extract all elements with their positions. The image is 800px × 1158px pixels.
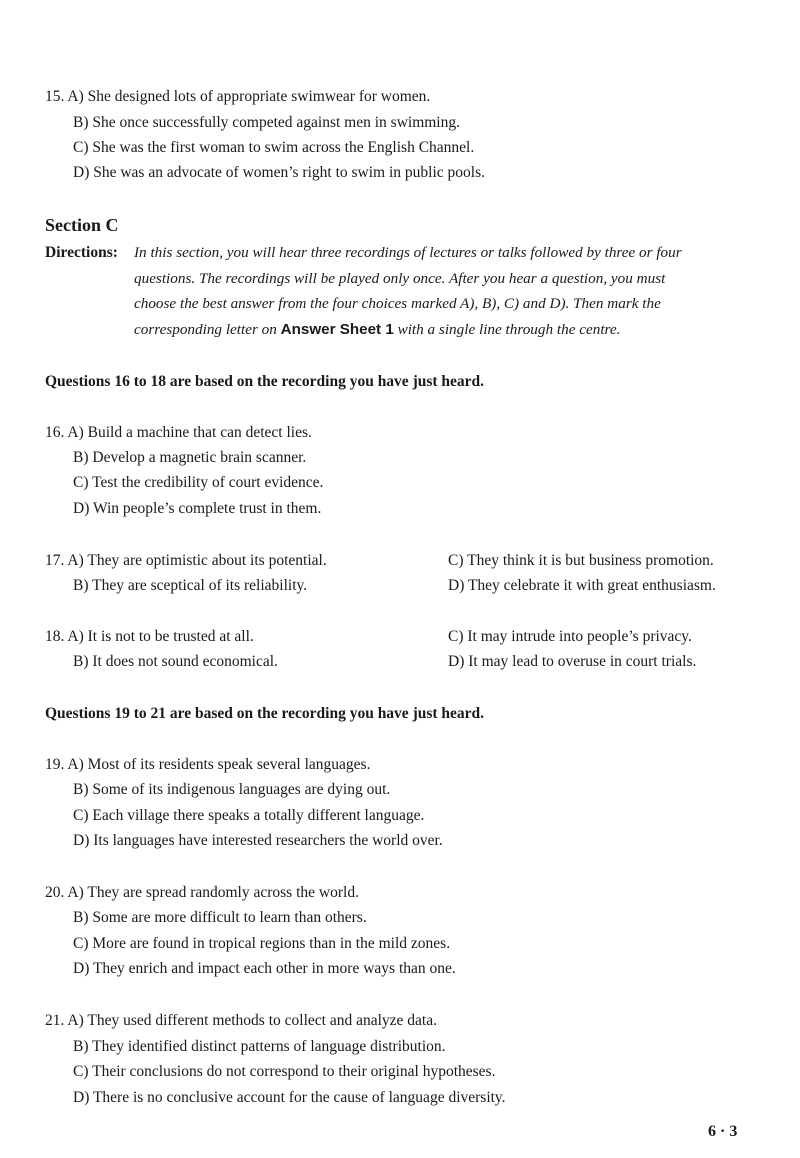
section-c-title: Section C <box>45 215 119 235</box>
question-19-option-a <box>45 755 370 775</box>
question-17-option-a <box>45 551 327 571</box>
page-number: 6 · 3 <box>708 1123 738 1140</box>
question-15-option-b: B) She once successfully competed against men in swimming. <box>73 114 460 131</box>
option-text: A) It is not to be trusted at all. <box>67 628 254 645</box>
option-text: A) They used different methods to collect and analyze data. <box>67 1012 437 1029</box>
directions-label: Directions: <box>45 244 118 261</box>
answer-sheet-label: Answer Sheet 1 <box>280 321 394 338</box>
question-17-option-c: C) They think it is but business promotion. <box>448 552 714 569</box>
question-17-option-d: D) They celebrate it with great enthusiasm. <box>448 577 716 594</box>
question-21-option-c: C) Their conclusions do not correspond to their original hypotheses. <box>73 1063 496 1080</box>
question-19-option-b: B) Some of its indigenous languages are dying out. <box>73 781 391 798</box>
option-text: A) She designed lots of appropriate swimwear for women. <box>67 88 431 105</box>
question-19-option-c: C) Each village there speaks a totally different language. <box>73 807 425 824</box>
directions-line-2: questions. The recordings will be played only once. After you hear a question, you must <box>134 270 666 287</box>
question-15-option-a <box>45 87 430 107</box>
option-text: A) They are optimistic about its potential. <box>67 552 327 569</box>
question-18-option-b: B) It does not sound economical. <box>73 653 278 670</box>
question-16-option-b: B) Develop a magnetic brain scanner. <box>73 449 307 466</box>
question-21-option-b: B) They identified distinct patterns of language distribution. <box>73 1038 446 1055</box>
question-number: 18. <box>45 628 65 645</box>
option-text: A) Build a machine that can detect lies. <box>67 424 312 441</box>
question-20-option-a <box>45 883 359 903</box>
question-18-option-d: D) It may lead to overuse in court trials. <box>448 653 697 670</box>
question-20-option-d: D) They enrich and impact each other in more ways than one. <box>73 960 456 977</box>
question-15-option-d: D) She was an advocate of women’s right to swim in public pools. <box>73 164 485 181</box>
directions-line-1: In this section, you will hear three recordings of lectures or talks followed by three or four <box>134 244 682 261</box>
question-number: 17. <box>45 552 65 569</box>
question-15-option-c: C) She was the first woman to swim across the English Channel. <box>73 139 475 156</box>
question-16-option-d: D) Win people’s complete trust in them. <box>73 500 322 517</box>
question-21-option-d: D) There is no conclusive account for the cause of language diversity. <box>73 1089 506 1106</box>
question-number: 15. <box>45 88 65 105</box>
question-16-option-a <box>45 423 312 443</box>
directions-line-3: choose the best answer from the four choices marked A), B), C) and D). Then mark the <box>134 295 661 312</box>
question-number: 21. <box>45 1012 65 1029</box>
questions-16-18-heading: Questions 16 to 18 are based on the recording you have just heard. <box>45 373 485 390</box>
directions-text: with a single line through the centre. <box>393 321 621 338</box>
question-number: 19. <box>45 756 65 773</box>
question-18-option-a <box>45 627 254 647</box>
question-17-option-b: B) They are sceptical of its reliability. <box>73 577 308 594</box>
question-18-option-c: C) It may intrude into people’s privacy. <box>448 628 692 645</box>
question-19-option-d: D) Its languages have interested researchers the world over. <box>73 832 443 849</box>
question-number: 16. <box>45 424 65 441</box>
option-text: A) Most of its residents speak several languages. <box>67 756 371 773</box>
directions-text: corresponding letter on <box>134 321 281 338</box>
question-20-option-b: B) Some are more difficult to learn than others. <box>73 909 367 926</box>
option-text: A) They are spread randomly across the world. <box>67 884 359 901</box>
directions-line-4 <box>134 320 620 340</box>
question-16-option-c: C) Test the credibility of court evidence. <box>73 474 324 491</box>
question-20-option-c: C) More are found in tropical regions than in the mild zones. <box>73 935 451 952</box>
question-21-option-a <box>45 1011 437 1031</box>
question-number: 20. <box>45 884 65 901</box>
questions-19-21-heading: Questions 19 to 21 are based on the recording you have just heard. <box>45 705 485 722</box>
